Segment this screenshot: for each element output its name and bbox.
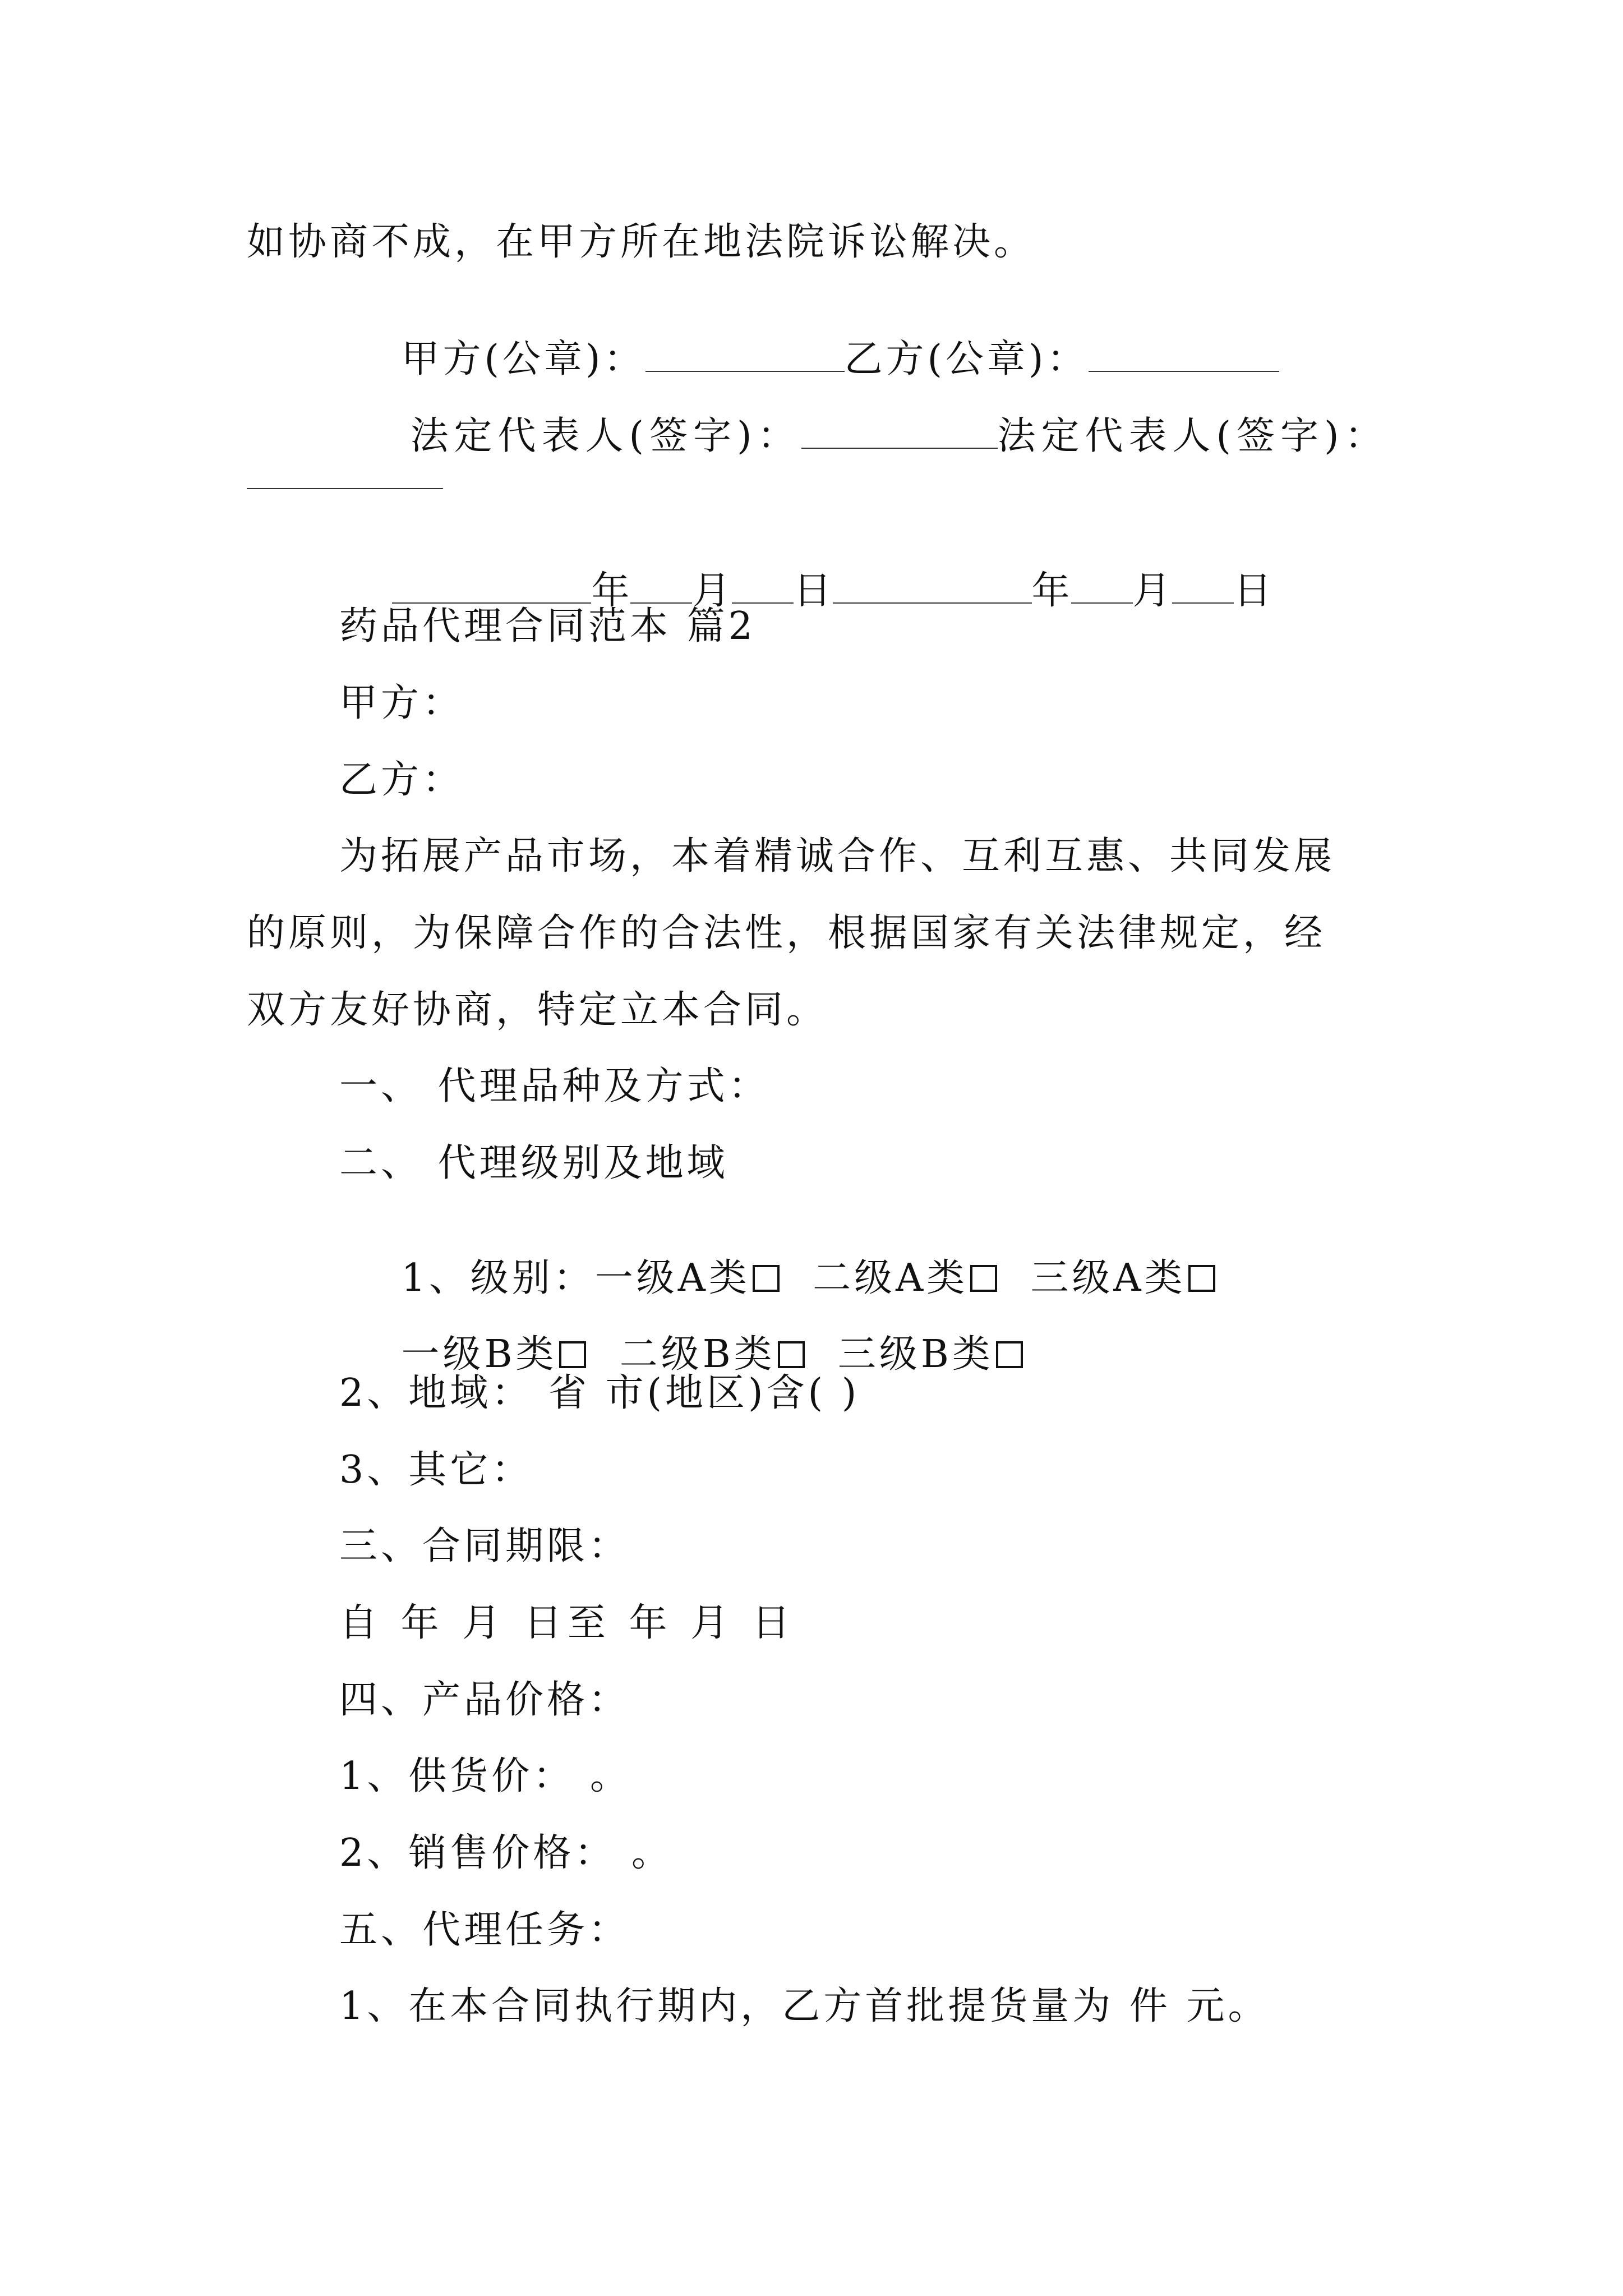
intro-line-1: 为拓展产品市场，本着精诚合作、互利互惠、共同发展 xyxy=(339,834,1336,878)
date-b-month-blank[interactable] xyxy=(1071,569,1133,604)
article-2-heading: 二、 代理级别及地域 xyxy=(339,1141,728,1185)
level-label: 1、级别： xyxy=(401,1256,595,1300)
level-a1-label: 一级A类 xyxy=(594,1256,750,1300)
level-a3-checkbox[interactable] xyxy=(1188,1265,1215,1292)
article-3-heading: 三、合同期限： xyxy=(339,1524,630,1568)
article-1-heading: 一、 代理品种及方式： xyxy=(339,1064,770,1108)
party-b-seal-blank[interactable] xyxy=(1089,337,1279,372)
party-a-seal-blank[interactable] xyxy=(645,337,845,372)
legal-rep-line xyxy=(339,376,1389,494)
level-b2-checkbox[interactable] xyxy=(778,1341,805,1368)
legal-rep-a-blank[interactable] xyxy=(801,414,998,449)
level-b3-label: 三级B类 xyxy=(837,1332,994,1377)
date-b-year-label: 年 xyxy=(1031,569,1071,613)
article-5-heading: 五、代理任务： xyxy=(339,1908,630,1952)
date-b-day-label: 日 xyxy=(1233,569,1273,613)
date-a-year-blank[interactable] xyxy=(392,569,591,604)
date-a-month-blank[interactable] xyxy=(630,569,692,604)
party-a-seal-label: 甲方(公章)： xyxy=(401,337,645,381)
sale-price-line: 2、销售价格： 。 xyxy=(339,1831,673,1875)
date-b-day-blank[interactable] xyxy=(1172,569,1234,604)
level-b1-checkbox[interactable] xyxy=(559,1341,586,1368)
date-a-year-label: 年 xyxy=(591,569,631,613)
level-b2-label: 二级B类 xyxy=(619,1332,776,1377)
level-a3-label: 三级A类 xyxy=(1030,1256,1186,1300)
region-line: 2、地域： 省 市(地区)含( ) xyxy=(339,1371,860,1415)
level-a2-label: 二级A类 xyxy=(813,1256,969,1300)
party-b-line: 乙方： xyxy=(339,758,464,802)
level-b1-label: 一级B类 xyxy=(401,1332,557,1377)
level-b3-checkbox[interactable] xyxy=(996,1341,1023,1368)
date-a-day-label: 日 xyxy=(793,569,833,613)
period-line: 自 年 月 日至 年 月 日 xyxy=(339,1601,796,1645)
date-a-day-blank[interactable] xyxy=(732,569,794,604)
date-a-month-label: 月 xyxy=(692,569,732,613)
task-line-1: 1、在本合同执行期内，乙方首批提货量为 件 元。 xyxy=(339,1984,1270,2028)
paragraph-dispute-resolution: 如协商不成，在甲方所在地法院诉讼解决。 xyxy=(247,220,1036,264)
article-4-heading: 四、产品价格： xyxy=(339,1678,630,1722)
intro-line-3: 双方友好协商，特定立本合同。 xyxy=(247,988,828,1032)
date-b-month-label: 月 xyxy=(1132,569,1172,613)
section-title: 药品代理合同范本 篇2 xyxy=(339,604,756,648)
level-a1-checkbox[interactable] xyxy=(753,1265,780,1292)
party-a-line: 甲方： xyxy=(339,681,464,725)
level-a2-checkbox[interactable] xyxy=(970,1265,997,1292)
legal-rep-b-label: 法定代表人(签字)： xyxy=(997,414,1389,458)
date-b-year-blank[interactable] xyxy=(833,569,1032,604)
party-b-seal-label: 乙方(公章)： xyxy=(844,337,1089,381)
legal-rep-b-blank[interactable] xyxy=(247,487,443,489)
other-line: 3、其它： xyxy=(339,1448,533,1492)
legal-rep-a-label: 法定代表人(签字)： xyxy=(410,414,801,458)
intro-line-2: 的原则，为保障合作的合法性，根据国家有关法律规定，经 xyxy=(247,911,1326,955)
supply-price-line: 1、供货价： 。 xyxy=(339,1754,631,1798)
